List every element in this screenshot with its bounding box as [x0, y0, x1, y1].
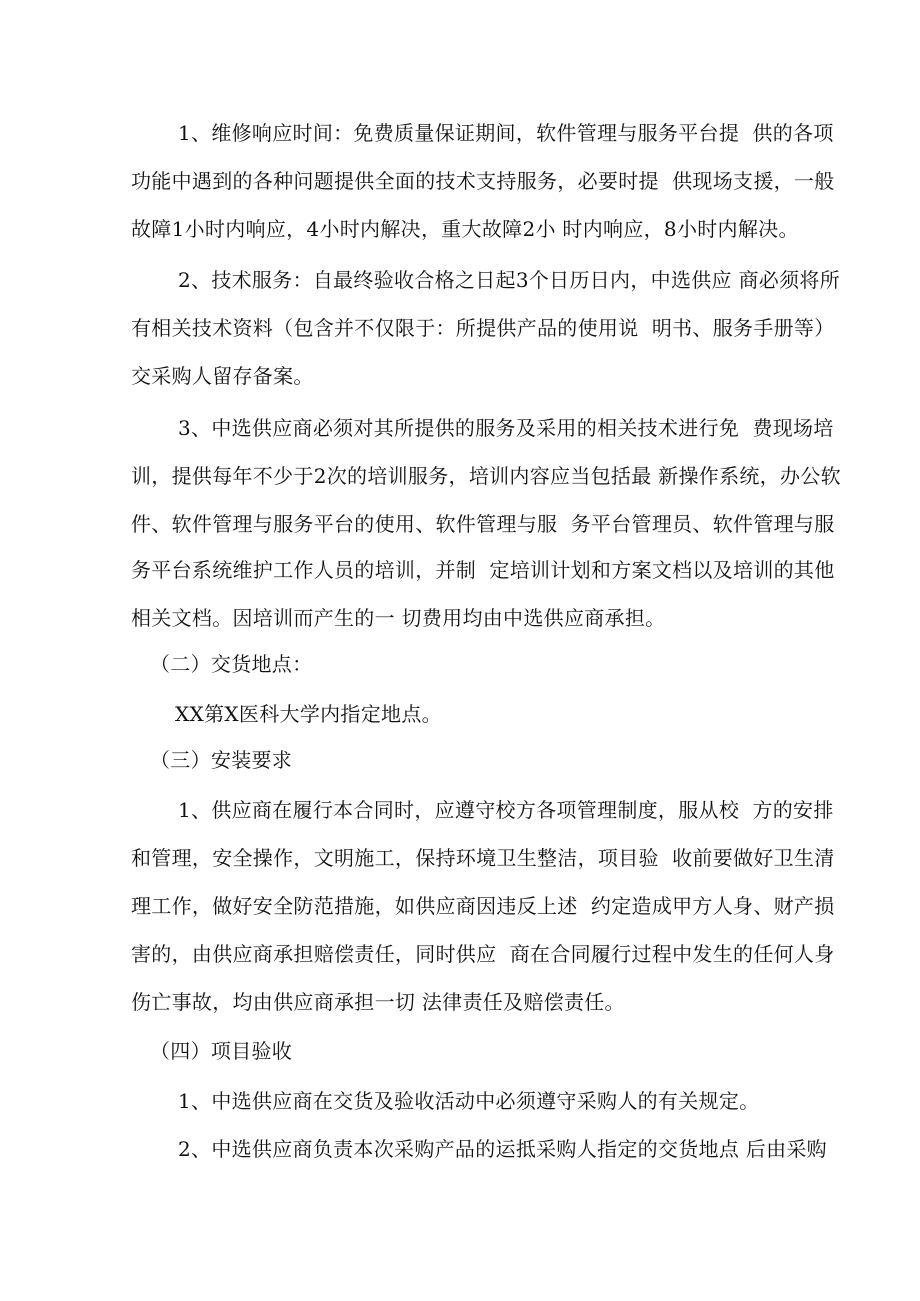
text-line: 训，提供每年不少于2次的培训服务，培训内容应当包括最 新操作系统，办公软: [131, 464, 841, 488]
text-line: 2、技术服务：自最终验收合格之日起3个日历日内，中选供应 商必须将所: [178, 268, 841, 292]
text-line: 交采购人留存备案。: [131, 364, 314, 388]
text-line: 和管理，安全操作，文明施工，保持环境卫生整洁，项目验 收前要做好卫生清: [131, 846, 835, 870]
section-heading: （三）安装要求: [150, 748, 293, 772]
text-line: 1、中选供应商在交货及验收活动中必须遵守采购人的有关规定。: [178, 1089, 760, 1113]
text-line: 理工作，做好安全防范措施，如供应商因违反上述 约定造成甲方人身、财产损: [131, 894, 835, 918]
text-line: 1、维修响应时间：免费质量保证期间，软件管理与服务平台提 供的各项: [178, 121, 834, 145]
text-line: 有相关技术资料（包含并不仅限于：所提供产品的使用说 明书、服务手册等）: [131, 316, 835, 340]
text-line: 2、中选供应商负责本次采购产品的运抵采购人指定的交货地点 后由采购: [178, 1137, 827, 1161]
text-line: 伤亡事故，均由供应商承担一切 法律责任及赔偿责任。: [131, 990, 625, 1014]
text-line: 害的，由供应商承担赔偿责任，同时供应 商在合同履行过程中发生的任何人身: [131, 942, 835, 966]
section-heading: （二）交货地点：: [150, 652, 313, 676]
text-line: 件、软件管理与服务平台的使用、软件管理与服 务平台管理员、软件管理与服: [131, 512, 835, 536]
section-heading: （四）项目验收: [150, 1039, 293, 1063]
text-line: 务平台系统维护工作人员的培训，并制 定培训计划和方案文档以及培训的其他: [131, 558, 835, 582]
text-line: 故障1小时内响应，4小时内解决，重大故障2小 时内响应，8小时内解决。: [131, 217, 799, 241]
text-line: XX第X医科大学内指定地点。: [175, 702, 442, 726]
text-line: 3、中选供应商必须对其所提供的服务及采用的相关技术进行免 费现场培: [178, 416, 834, 440]
text-line: 功能中遇到的各种问题提供全面的技术支持服务，必要时提 供现场支援，一般: [131, 169, 835, 193]
text-line: 相关文档。因培训而产生的一 切费用均由中选供应商承担。: [131, 606, 666, 630]
text-line: 1、供应商在履行本合同时，应遵守校方各项管理制度，服从校 方的安排: [178, 798, 834, 822]
